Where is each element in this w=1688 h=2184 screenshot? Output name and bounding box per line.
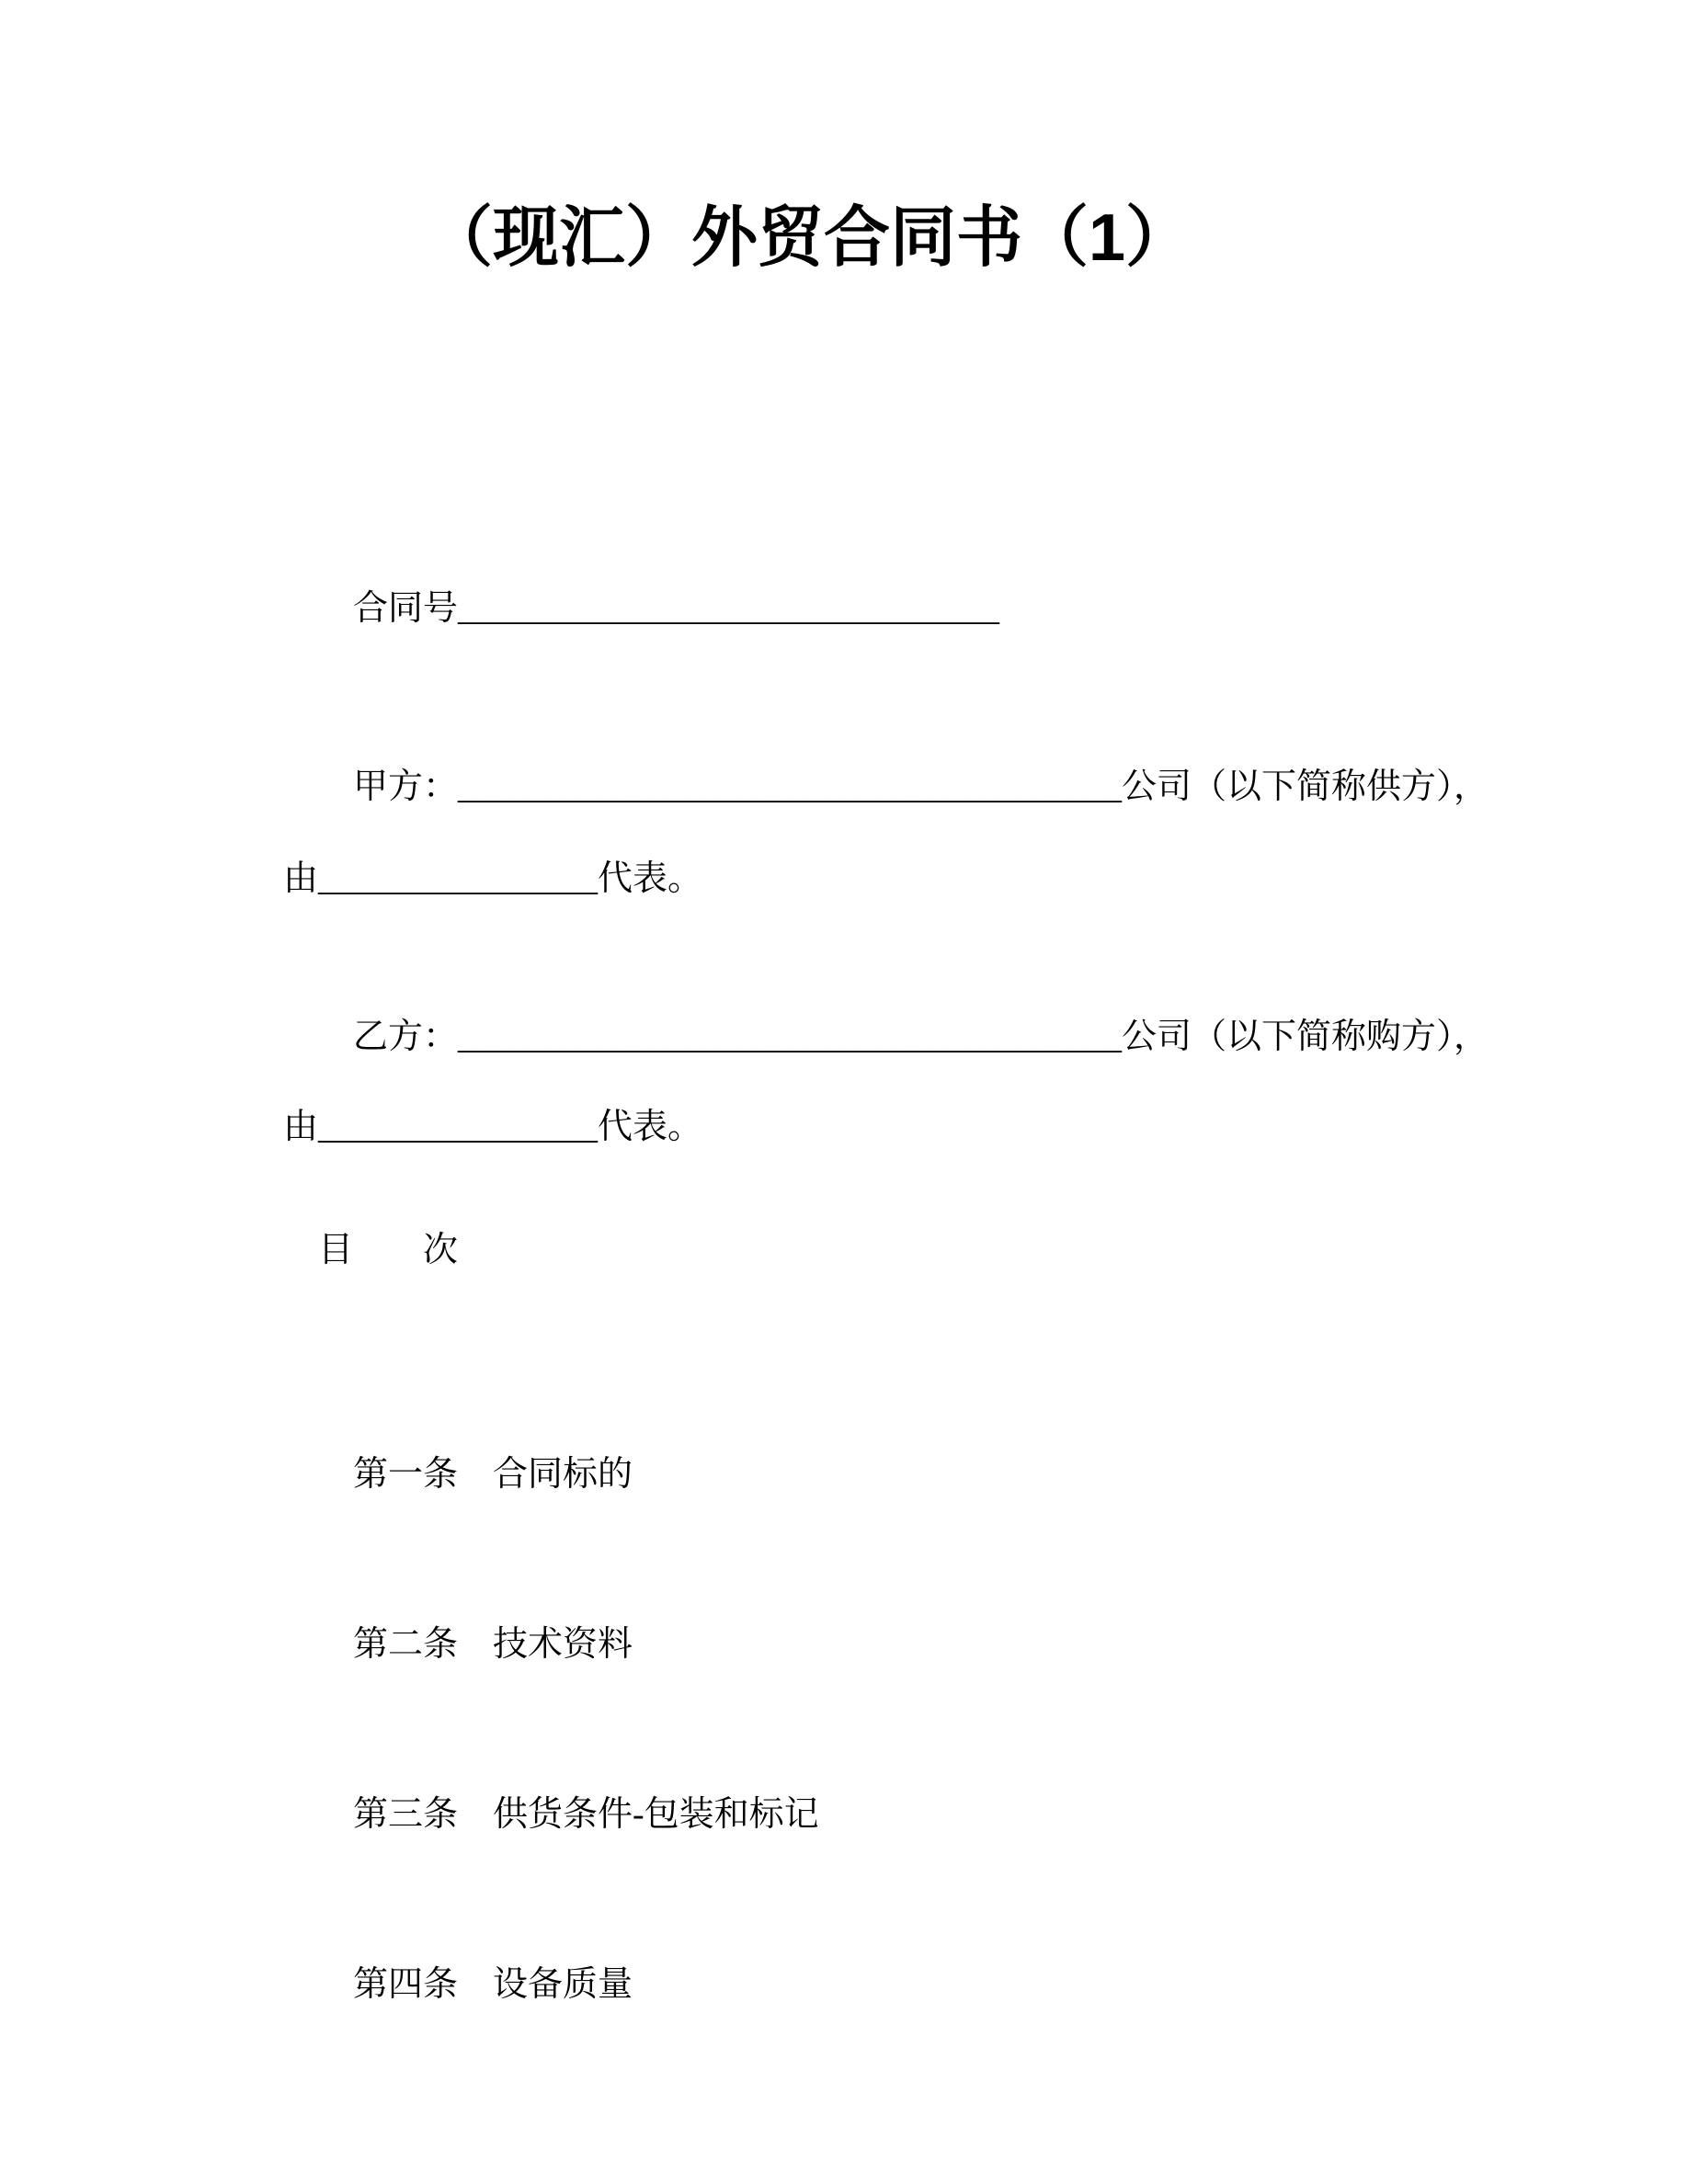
party-b-rep-suffix: 代表。	[598, 1107, 703, 1146]
party-b-suffix: 公司（以下简称购方），	[1122, 1017, 1489, 1056]
party-a-rep-suffix: 代表。	[598, 859, 703, 898]
contract-number-blank-field[interactable]: _______________________________	[458, 588, 1000, 628]
toc-item-3-number: 第三条	[353, 1794, 459, 1834]
toc-item-4-title: 设备质量	[493, 1964, 633, 2004]
party-b-name-blank-field[interactable]: ______________________________________	[458, 1017, 1123, 1056]
page-title: （现汇）外贸合同书（1）	[426, 201, 1192, 275]
toc-item-1-title: 合同标的	[493, 1454, 633, 1494]
toc-item-1	[318, 1412, 633, 1538]
party-a-name-blank-field[interactable]: ______________________________________	[458, 767, 1123, 806]
party-b-representative-line	[248, 1064, 702, 1190]
toc-item-2-title: 技术资料	[493, 1624, 633, 1664]
toc-item-3-title: 供货条件-包装和标记	[493, 1794, 819, 1834]
toc-item-2-number: 第二条	[353, 1624, 459, 1664]
toc-item-4	[318, 1922, 633, 2048]
toc-item-1-number: 第一条	[353, 1454, 459, 1494]
toc-heading: 目 次	[318, 1231, 459, 1269]
toc-item-4-number: 第四条	[353, 1964, 459, 2004]
party-a-label: 甲方：	[353, 767, 459, 806]
contract-number-line	[318, 546, 999, 672]
party-a-rep-prefix: 由	[283, 859, 319, 898]
party-b-label: 乙方：	[353, 1017, 459, 1056]
party-b-rep-prefix: 由	[283, 1107, 319, 1146]
toc-item-3	[318, 1752, 819, 1878]
party-a-representative-line	[248, 816, 702, 942]
party-a-rep-blank-field[interactable]: ________________	[318, 859, 599, 898]
contract-number-label: 合同号	[353, 588, 459, 628]
toc-item-2	[318, 1582, 633, 1708]
party-b-rep-blank-field[interactable]: ________________	[318, 1107, 599, 1146]
party-a-suffix: 公司（以下简称供方），	[1122, 767, 1489, 806]
